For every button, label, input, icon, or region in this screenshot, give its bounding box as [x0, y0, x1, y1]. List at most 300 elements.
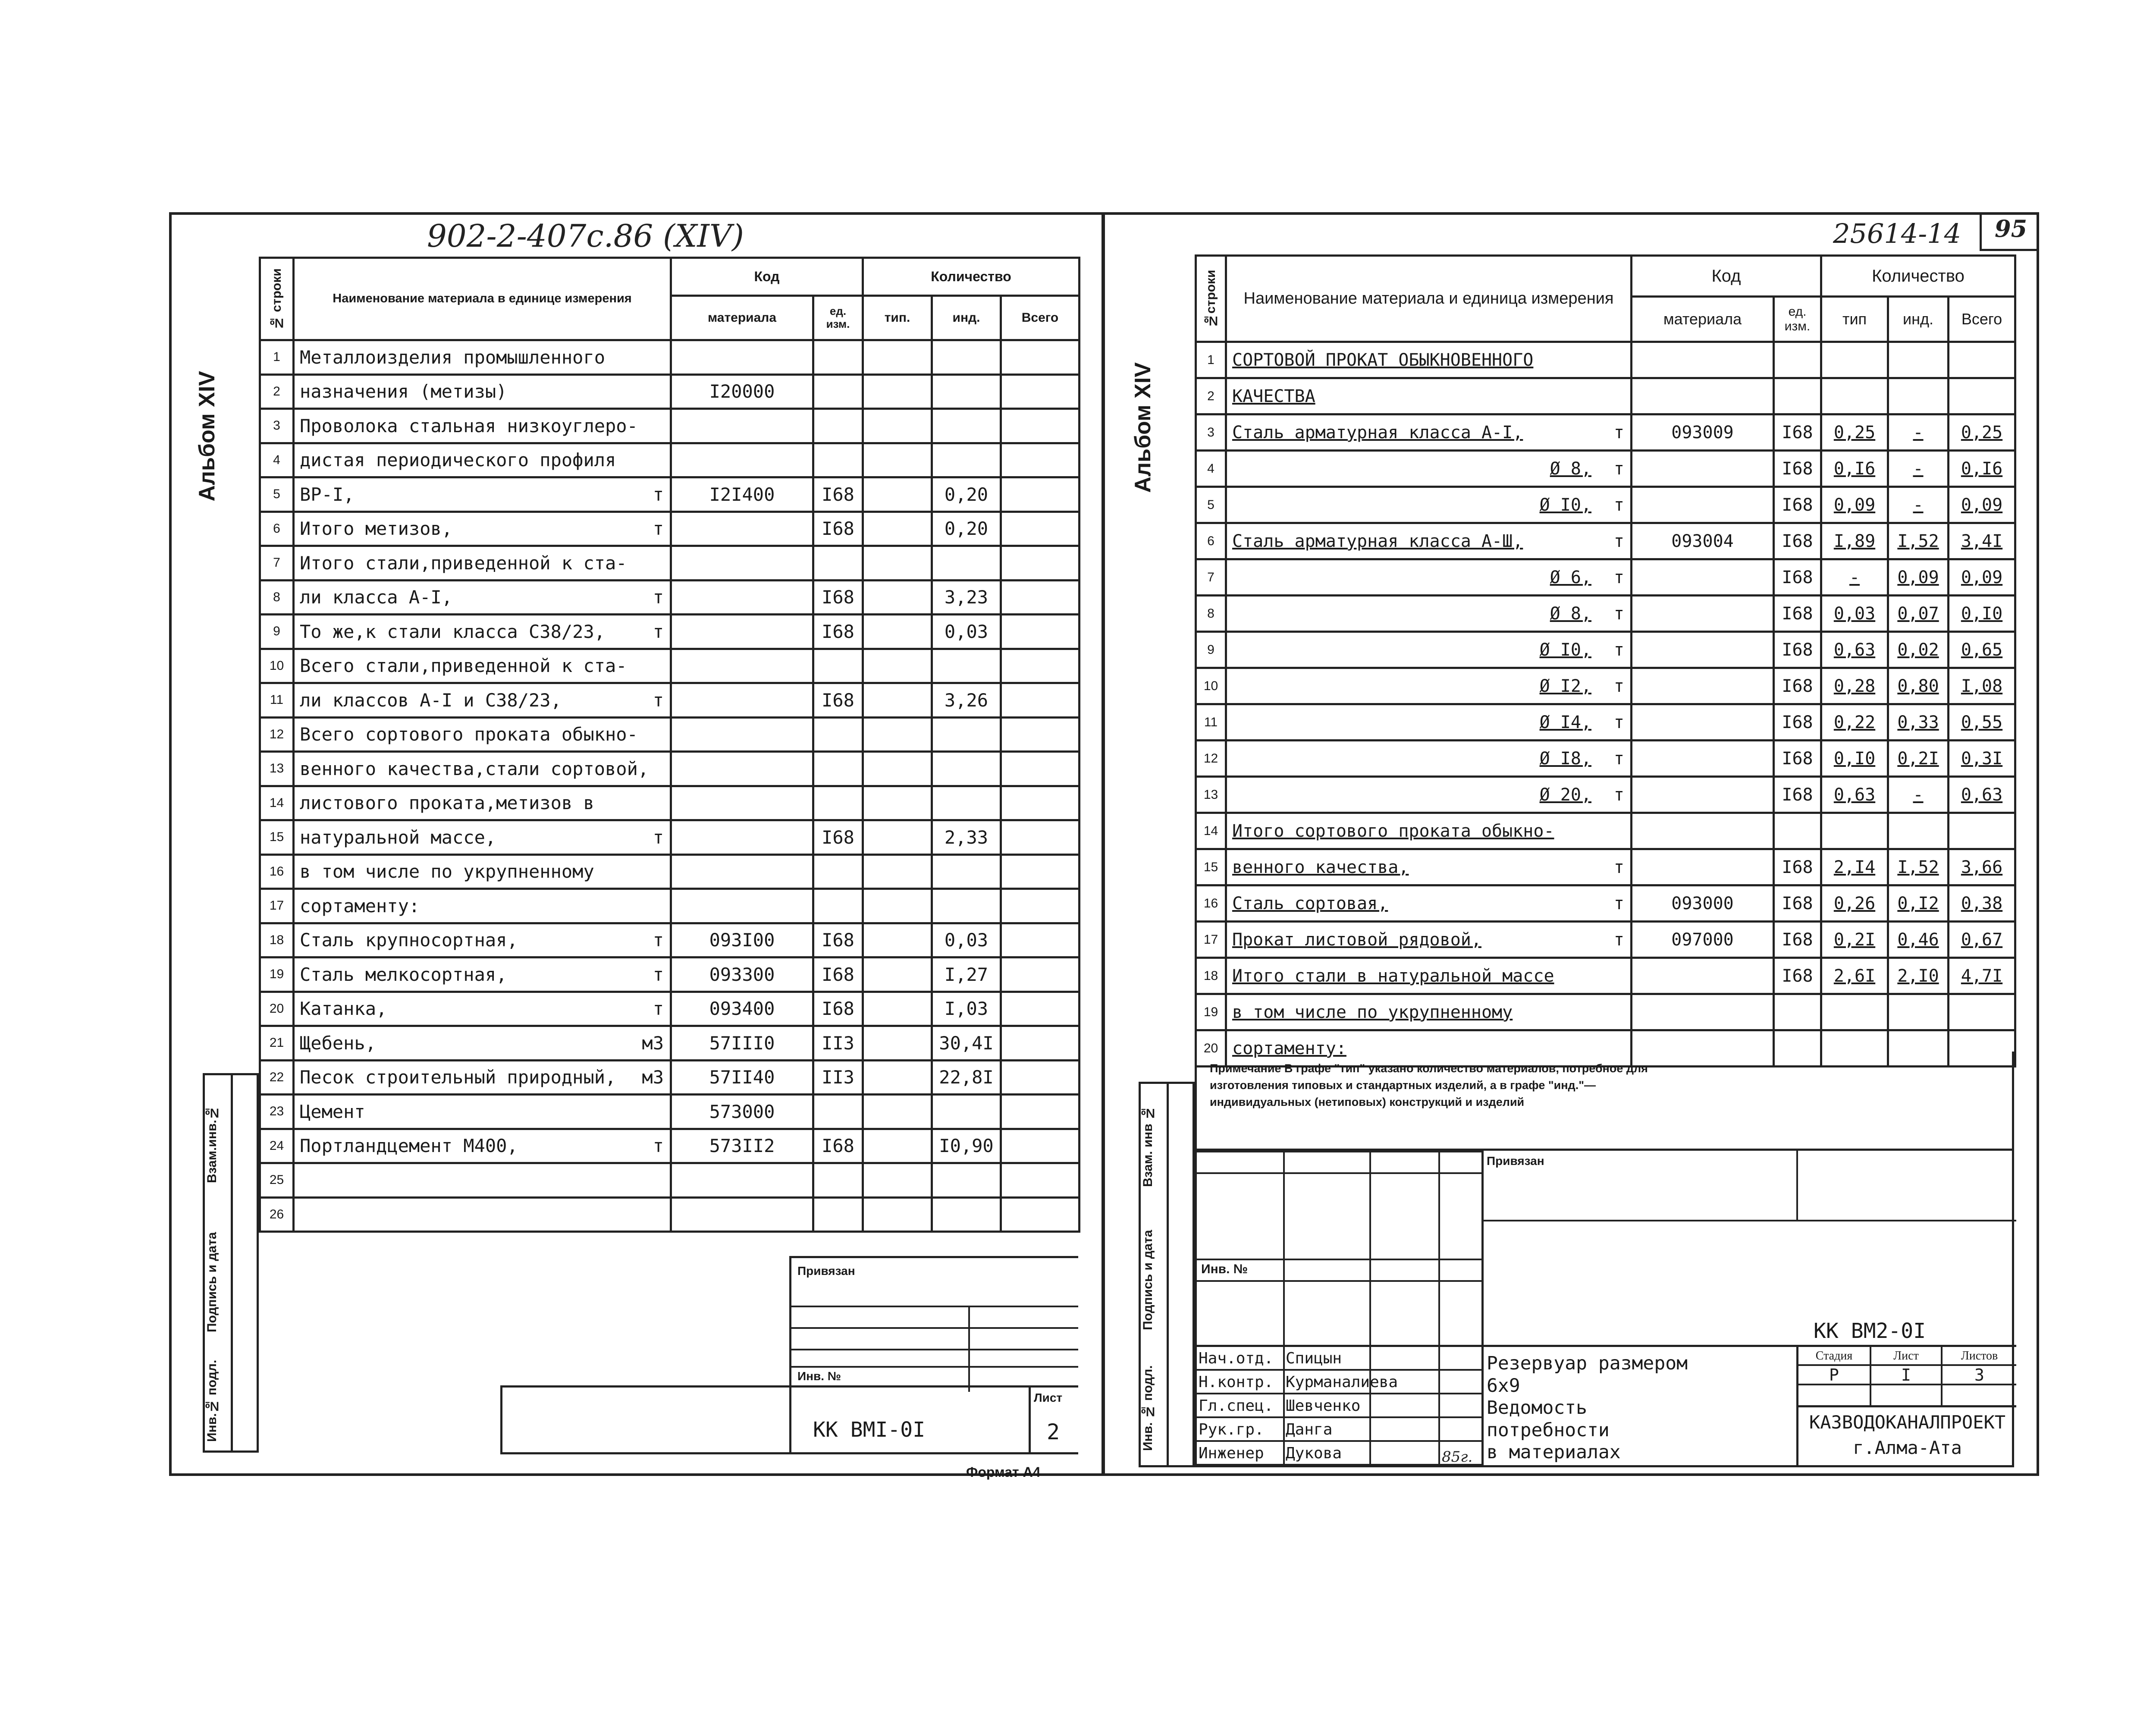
left-row-name	[294, 374, 671, 409]
right-row-code	[1632, 596, 1774, 632]
right-row-code	[1632, 704, 1774, 741]
left-row-code	[671, 615, 813, 649]
left-row-unit-code	[813, 374, 863, 409]
left-row-name-text: ВР-I,	[300, 483, 355, 505]
left-row-measure-unit: т	[653, 998, 664, 1020]
left-row-qty-ind: 3,23	[932, 580, 1001, 615]
left-row-number: 6	[260, 512, 294, 546]
right-table-row	[1196, 958, 2015, 994]
left-row-name	[294, 820, 671, 855]
signature-row	[1197, 1442, 1481, 1466]
right-row-unit-code: I68	[1774, 958, 1821, 994]
left-row-name	[294, 717, 671, 752]
left-row-name-text: Песок строительный природный,	[300, 1067, 616, 1088]
right-materials-table	[1195, 254, 2016, 1067]
right-row-code	[1632, 668, 1774, 704]
right-table-row	[1196, 994, 2015, 1030]
left-row-qty-typ	[863, 958, 932, 992]
left-table-row	[260, 1095, 1080, 1129]
left-row-name	[294, 1163, 671, 1198]
left-table-row	[260, 580, 1080, 615]
right-row-qty-ind: -	[1888, 487, 1949, 523]
left-row-code: I2I400	[671, 477, 813, 512]
left-row-qty-typ	[863, 1095, 932, 1129]
signature-role: Гл.спец.	[1199, 1397, 1274, 1415]
left-row-measure-unit: т	[653, 1135, 664, 1157]
right-row-number: 6	[1196, 523, 1226, 559]
right-side-stamp	[1139, 1082, 1195, 1467]
right-row-qty-total: 3,66	[1949, 849, 2015, 885]
left-row-qty-total	[1001, 477, 1080, 512]
right-row-code: 097000	[1632, 922, 1774, 958]
left-row-name	[294, 1026, 671, 1061]
right-row-name	[1226, 451, 1632, 487]
right-row-measure-unit: т	[1613, 458, 1624, 479]
left-table-row	[260, 1060, 1080, 1095]
right-row-name-text: в том числе по укрупненному	[1232, 1002, 1513, 1022]
right-row-qty-total: 0,09	[1949, 487, 2015, 523]
right-row-unit-code: I68	[1774, 596, 1821, 632]
right-row-number: 8	[1196, 596, 1226, 632]
left-row-number: 11	[260, 683, 294, 718]
left-row-number: 7	[260, 546, 294, 581]
left-row-qty-total	[1001, 1026, 1080, 1061]
left-row-qty-ind	[932, 1095, 1001, 1129]
left-row-name	[294, 409, 671, 443]
left-row-measure-unit: т	[653, 621, 664, 642]
right-row-name	[1226, 994, 1632, 1030]
right-title-block	[1195, 1151, 2014, 1467]
left-sheet-number: 2	[1047, 1419, 1060, 1444]
left-row-name-text: Сталь мелкосортная,	[300, 964, 507, 985]
right-row-code	[1632, 342, 1774, 378]
right-row-name-text: Ø 20,	[1539, 785, 1591, 805]
signature-role: Нач.отд.	[1199, 1350, 1274, 1367]
right-table-row	[1196, 632, 2015, 668]
right-row-number: 5	[1196, 487, 1226, 523]
right-row-measure-unit: т	[1613, 676, 1624, 696]
left-row-number: 22	[260, 1060, 294, 1095]
left-row-qty-ind	[932, 409, 1001, 443]
left-table-row	[260, 717, 1080, 752]
left-table-row	[260, 1163, 1080, 1198]
right-row-name	[1226, 922, 1632, 958]
left-row-unit-code	[813, 1197, 863, 1232]
right-row-qty-typ	[1821, 994, 1888, 1030]
left-row-name	[294, 1197, 671, 1232]
left-row-name	[294, 512, 671, 546]
left-row-qty-ind	[932, 889, 1001, 923]
left-side-stamp-vzam: Взам.инв.№	[205, 1105, 219, 1183]
right-row-unit-code	[1774, 813, 1821, 849]
right-row-code	[1632, 559, 1774, 596]
right-doc-mark: КК ВМ2-0I	[1814, 1319, 1926, 1343]
right-row-name	[1226, 596, 1632, 632]
left-row-code	[671, 786, 813, 820]
left-row-number: 23	[260, 1095, 294, 1129]
right-row-qty-ind	[1888, 994, 1949, 1030]
left-row-qty-typ	[863, 992, 932, 1026]
signature-row	[1197, 1418, 1481, 1442]
left-row-number: 15	[260, 820, 294, 855]
left-row-qty-ind	[932, 340, 1001, 375]
right-row-name-text: Ø 8,	[1550, 603, 1591, 624]
right-row-code: 093009	[1632, 414, 1774, 451]
left-row-name	[294, 889, 671, 923]
left-album-label: Альбом XIV	[195, 371, 220, 502]
left-row-qty-total	[1001, 1197, 1080, 1232]
signature-name: Данга	[1286, 1421, 1333, 1438]
left-row-qty-total	[1001, 580, 1080, 615]
left-row-measure-unit: м3	[642, 1032, 664, 1054]
right-row-name-text: Ø I0,	[1539, 495, 1591, 515]
right-row-name-text: сортаменту:	[1232, 1038, 1346, 1058]
left-row-qty-ind: 0,03	[932, 923, 1001, 958]
left-row-number: 5	[260, 477, 294, 512]
left-row-name	[294, 546, 671, 581]
left-row-qty-total	[1001, 717, 1080, 752]
right-album-label: Альбом XIV	[1130, 362, 1155, 493]
right-row-unit-code: I68	[1774, 704, 1821, 741]
right-row-code	[1632, 777, 1774, 813]
left-row-qty-total	[1001, 443, 1080, 477]
left-row-qty-typ	[863, 340, 932, 375]
left-row-qty-typ	[863, 820, 932, 855]
right-row-name-text: СОРТОВОЙ ПРОКАТ ОБЫКНОВЕННОГО	[1232, 350, 1534, 370]
right-row-number: 11	[1196, 704, 1226, 741]
left-row-qty-typ	[863, 1197, 932, 1232]
right-row-unit-code: I68	[1774, 922, 1821, 958]
right-row-name	[1226, 777, 1632, 813]
right-sheets-label: Листов	[1961, 1349, 1998, 1363]
right-row-unit-code: I68	[1774, 668, 1821, 704]
left-row-qty-ind	[932, 752, 1001, 786]
left-row-qty-ind	[932, 374, 1001, 409]
left-row-name-text: Сталь крупносортная,	[300, 929, 518, 951]
right-row-qty-typ: 0,2I	[1821, 922, 1888, 958]
right-row-name	[1226, 487, 1632, 523]
signature-role: Н.контр.	[1199, 1373, 1274, 1391]
right-row-measure-unit: т	[1613, 712, 1624, 732]
right-row-name	[1226, 414, 1632, 451]
left-row-name-text: Цемент	[300, 1101, 365, 1122]
right-row-name-text: Ø I8,	[1539, 748, 1591, 769]
right-row-code: 093004	[1632, 523, 1774, 559]
left-row-number: 3	[260, 409, 294, 443]
right-row-qty-typ: 0,26	[1821, 885, 1888, 922]
left-row-qty-typ	[863, 409, 932, 443]
left-doc-mark-box	[500, 1385, 1078, 1454]
left-row-code: 57II40	[671, 1060, 813, 1095]
left-row-unit-code	[813, 340, 863, 375]
right-row-unit-code: I68	[1774, 451, 1821, 487]
signature-row	[1197, 1371, 1481, 1394]
left-row-unit-code: II3	[813, 1060, 863, 1095]
right-row-name	[1226, 958, 1632, 994]
right-city: г.Алма-Ата	[1853, 1437, 1962, 1458]
right-row-qty-total	[1949, 342, 2015, 378]
right-row-qty-ind: 0,33	[1888, 704, 1949, 741]
left-table-row	[260, 649, 1080, 683]
left-row-qty-typ	[863, 477, 932, 512]
left-row-qty-total	[1001, 854, 1080, 889]
left-row-measure-unit: т	[653, 929, 664, 951]
right-row-qty-total: 0,38	[1949, 885, 2015, 922]
left-row-name	[294, 1060, 671, 1095]
left-row-qty-typ	[863, 512, 932, 546]
left-row-unit-code	[813, 1163, 863, 1198]
left-row-unit-code: I68	[813, 580, 863, 615]
right-row-name	[1226, 632, 1632, 668]
left-table-row	[260, 374, 1080, 409]
rt-h-total: Всего	[1949, 297, 2015, 342]
right-row-qty-total	[1949, 813, 2015, 849]
lt-h-name: Наименование материала в единице измерения	[294, 258, 671, 340]
right-row-qty-ind: 0,09	[1888, 559, 1949, 596]
lt-h-material: материала	[671, 296, 813, 340]
left-row-name	[294, 854, 671, 889]
right-signatures	[1197, 1347, 1481, 1467]
right-row-measure-unit: т	[1613, 857, 1624, 877]
left-table-row	[260, 340, 1080, 375]
right-row-number: 17	[1196, 922, 1226, 958]
left-row-measure-unit: т	[653, 964, 664, 985]
right-row-name	[1226, 813, 1632, 849]
left-table-row	[260, 786, 1080, 820]
right-row-measure-unit: т	[1613, 893, 1624, 914]
right-row-number: 18	[1196, 958, 1226, 994]
right-row-number: 7	[1196, 559, 1226, 596]
left-row-qty-typ	[863, 1026, 932, 1061]
right-table-row	[1196, 885, 2015, 922]
left-row-unit-code: I68	[813, 512, 863, 546]
left-row-name-text: Всего стали,приведенной к ста-	[300, 655, 627, 677]
right-row-qty-total: 0,I0	[1949, 596, 2015, 632]
right-org: КАЗВОДОКАНАЛПРОЕКТ	[1809, 1412, 2006, 1433]
right-table-row	[1196, 849, 2015, 885]
left-row-name-text: ли класса А-I,	[300, 587, 453, 608]
right-row-name-text: Прокат листовой рядовой,	[1232, 929, 1481, 950]
right-row-unit-code: I68	[1774, 885, 1821, 922]
left-row-unit-code: I68	[813, 958, 863, 992]
right-row-name-text: КАЧЕСТВА	[1232, 386, 1315, 406]
rt-h-material: материала	[1632, 297, 1774, 342]
right-row-qty-total: 0,65	[1949, 632, 2015, 668]
right-row-qty-typ: 2,6I	[1821, 958, 1888, 994]
left-row-number: 24	[260, 1129, 294, 1163]
right-row-name-text: Сталь арматурная класса А-Ш,	[1232, 531, 1523, 551]
right-title-line-3: в материалах	[1487, 1441, 1621, 1463]
right-table-row	[1196, 741, 2015, 777]
left-row-unit-code: I68	[813, 615, 863, 649]
right-row-qty-total: 0,67	[1949, 922, 2015, 958]
left-row-measure-unit: т	[653, 826, 664, 848]
right-row-name	[1226, 559, 1632, 596]
right-title-line-1: Резервуар размером 6х9	[1487, 1353, 1688, 1397]
right-row-qty-typ: I,89	[1821, 523, 1888, 559]
left-row-name	[294, 340, 671, 375]
left-row-qty-typ	[863, 923, 932, 958]
left-row-qty-ind: 0,20	[932, 512, 1001, 546]
right-row-code	[1632, 994, 1774, 1030]
left-row-number: 2	[260, 374, 294, 409]
right-table-row	[1196, 813, 2015, 849]
left-row-name	[294, 992, 671, 1026]
left-row-name	[294, 615, 671, 649]
left-row-unit-code: I68	[813, 1129, 863, 1163]
right-row-qty-ind	[1888, 378, 1949, 414]
right-row-number: 3	[1196, 414, 1226, 451]
left-row-measure-unit: т	[653, 587, 664, 608]
left-row-name-text: Портландцемент М400,	[300, 1135, 518, 1157]
left-row-code	[671, 1163, 813, 1198]
right-row-number: 2	[1196, 378, 1226, 414]
left-row-qty-ind: 30,4I	[932, 1026, 1001, 1061]
left-row-qty-total	[1001, 752, 1080, 786]
right-row-qty-typ	[1821, 378, 1888, 414]
left-row-name-text: Катанка,	[300, 998, 387, 1020]
left-row-qty-total	[1001, 340, 1080, 375]
left-table-row	[260, 820, 1080, 855]
right-row-unit-code: I68	[1774, 414, 1821, 451]
right-doc-number: 25614-14	[1833, 218, 1961, 249]
left-row-qty-total	[1001, 649, 1080, 683]
left-row-code: 573000	[671, 1095, 813, 1129]
left-row-qty-total	[1001, 1129, 1080, 1163]
right-row-code	[1632, 813, 1774, 849]
right-row-measure-unit: т	[1613, 929, 1624, 950]
right-row-qty-ind: -	[1888, 451, 1949, 487]
left-row-name-text: Щебень,	[300, 1032, 377, 1054]
right-row-name-text: Итого стали в натуральной массе	[1232, 966, 1554, 986]
right-table-row	[1196, 777, 2015, 813]
left-row-measure-unit: т	[653, 689, 664, 711]
left-row-number: 26	[260, 1197, 294, 1232]
left-side-stamp-inv: Инв.№ подл.	[205, 1359, 219, 1442]
right-row-qty-total: 4,7I	[1949, 958, 2015, 994]
right-row-number: 13	[1196, 777, 1226, 813]
left-row-qty-ind	[932, 649, 1001, 683]
left-row-name-text: назначения (метизы)	[300, 381, 507, 402]
right-row-code	[1632, 487, 1774, 523]
left-row-unit-code	[813, 649, 863, 683]
left-row-code	[671, 443, 813, 477]
left-row-qty-typ	[863, 443, 932, 477]
left-row-code	[671, 820, 813, 855]
left-row-unit-code	[813, 546, 863, 581]
right-row-name	[1226, 704, 1632, 741]
right-row-number: 1	[1196, 342, 1226, 378]
right-title	[1487, 1353, 1694, 1464]
left-row-code	[671, 752, 813, 786]
signature-name: Дукова	[1286, 1444, 1342, 1462]
left-row-qty-ind: I0,90	[932, 1129, 1001, 1163]
signature-row	[1197, 1347, 1481, 1371]
left-row-qty-total	[1001, 889, 1080, 923]
rt-h-qty: Количество	[1821, 256, 2015, 297]
right-row-qty-typ: 0,09	[1821, 487, 1888, 523]
right-table-row	[1196, 559, 2015, 596]
right-row-qty-total: 0,I6	[1949, 451, 2015, 487]
right-row-code	[1632, 632, 1774, 668]
left-row-qty-ind	[932, 443, 1001, 477]
left-row-name	[294, 786, 671, 820]
left-row-code	[671, 580, 813, 615]
left-row-number: 25	[260, 1163, 294, 1198]
left-table-row	[260, 992, 1080, 1026]
signature-role: Инженер	[1199, 1444, 1264, 1462]
left-row-code	[671, 889, 813, 923]
right-row-name	[1226, 741, 1632, 777]
right-row-name-text: Сталь сортовая,	[1232, 893, 1388, 914]
left-format-label: Формат А4	[966, 1464, 1041, 1480]
right-row-code	[1632, 958, 1774, 994]
right-row-name	[1226, 668, 1632, 704]
left-inv-no: Инв. №	[797, 1369, 841, 1383]
right-note-text: Примечание В графе "тип" указано количество материалов, потребное для изготовления типовых и стандартных изделий, а в графе "инд."— индивидуальных (нетиповых) конструкций и изделий	[1210, 1062, 1648, 1109]
right-side-stamp-sign: Подпись и дата	[1141, 1230, 1155, 1331]
left-row-code: 573II2	[671, 1129, 813, 1163]
left-row-qty-ind	[932, 1197, 1001, 1232]
right-row-qty-total	[1949, 378, 2015, 414]
right-table-row	[1196, 451, 2015, 487]
left-row-qty-ind: 2,33	[932, 820, 1001, 855]
left-doc-mark: КК ВМI-0I	[813, 1418, 926, 1442]
left-row-name-text: Итого метизов,	[300, 518, 453, 540]
right-table-row	[1196, 704, 2015, 741]
right-row-qty-ind	[1888, 813, 1949, 849]
right-row-qty-ind: 2,I0	[1888, 958, 1949, 994]
right-row-qty-typ	[1821, 813, 1888, 849]
left-row-qty-typ	[863, 1060, 932, 1095]
left-table-row	[260, 512, 1080, 546]
left-table-row	[260, 958, 1080, 992]
left-row-name-text: ли классов А-I и С38/23,	[300, 689, 562, 711]
left-row-measure-unit: м3	[642, 1067, 664, 1088]
left-row-qty-ind: I,03	[932, 992, 1001, 1026]
right-table-row	[1196, 596, 2015, 632]
left-table-row	[260, 889, 1080, 923]
right-row-unit-code: I68	[1774, 523, 1821, 559]
left-row-number: 21	[260, 1026, 294, 1061]
right-row-qty-ind: I,52	[1888, 523, 1949, 559]
right-row-qty-ind: 0,80	[1888, 668, 1949, 704]
right-row-qty-typ: 0,03	[1821, 596, 1888, 632]
right-row-name-text: Ø I0,	[1539, 640, 1591, 660]
left-row-code	[671, 340, 813, 375]
right-row-name-text: Сталь арматурная класса А-I,	[1232, 422, 1523, 443]
left-row-unit-code: I68	[813, 923, 863, 958]
left-row-qty-typ	[863, 752, 932, 786]
left-row-name	[294, 1095, 671, 1129]
left-row-number: 13	[260, 752, 294, 786]
left-row-qty-typ	[863, 889, 932, 923]
left-row-number: 18	[260, 923, 294, 958]
left-row-qty-total	[1001, 409, 1080, 443]
right-row-name	[1226, 885, 1632, 922]
right-row-qty-total: 0,3I	[1949, 741, 2015, 777]
right-row-name	[1226, 342, 1632, 378]
left-row-code	[671, 1197, 813, 1232]
lt-h-qty: Количество	[863, 258, 1080, 296]
right-row-name-text: венного качества,	[1232, 857, 1409, 877]
left-row-qty-typ	[863, 649, 932, 683]
left-row-qty-ind	[932, 1163, 1001, 1198]
right-row-code: 093000	[1632, 885, 1774, 922]
right-side-stamp-inv: Инв. № подл.	[1141, 1365, 1155, 1451]
right-page-number-box	[1980, 212, 2039, 251]
left-row-code	[671, 512, 813, 546]
